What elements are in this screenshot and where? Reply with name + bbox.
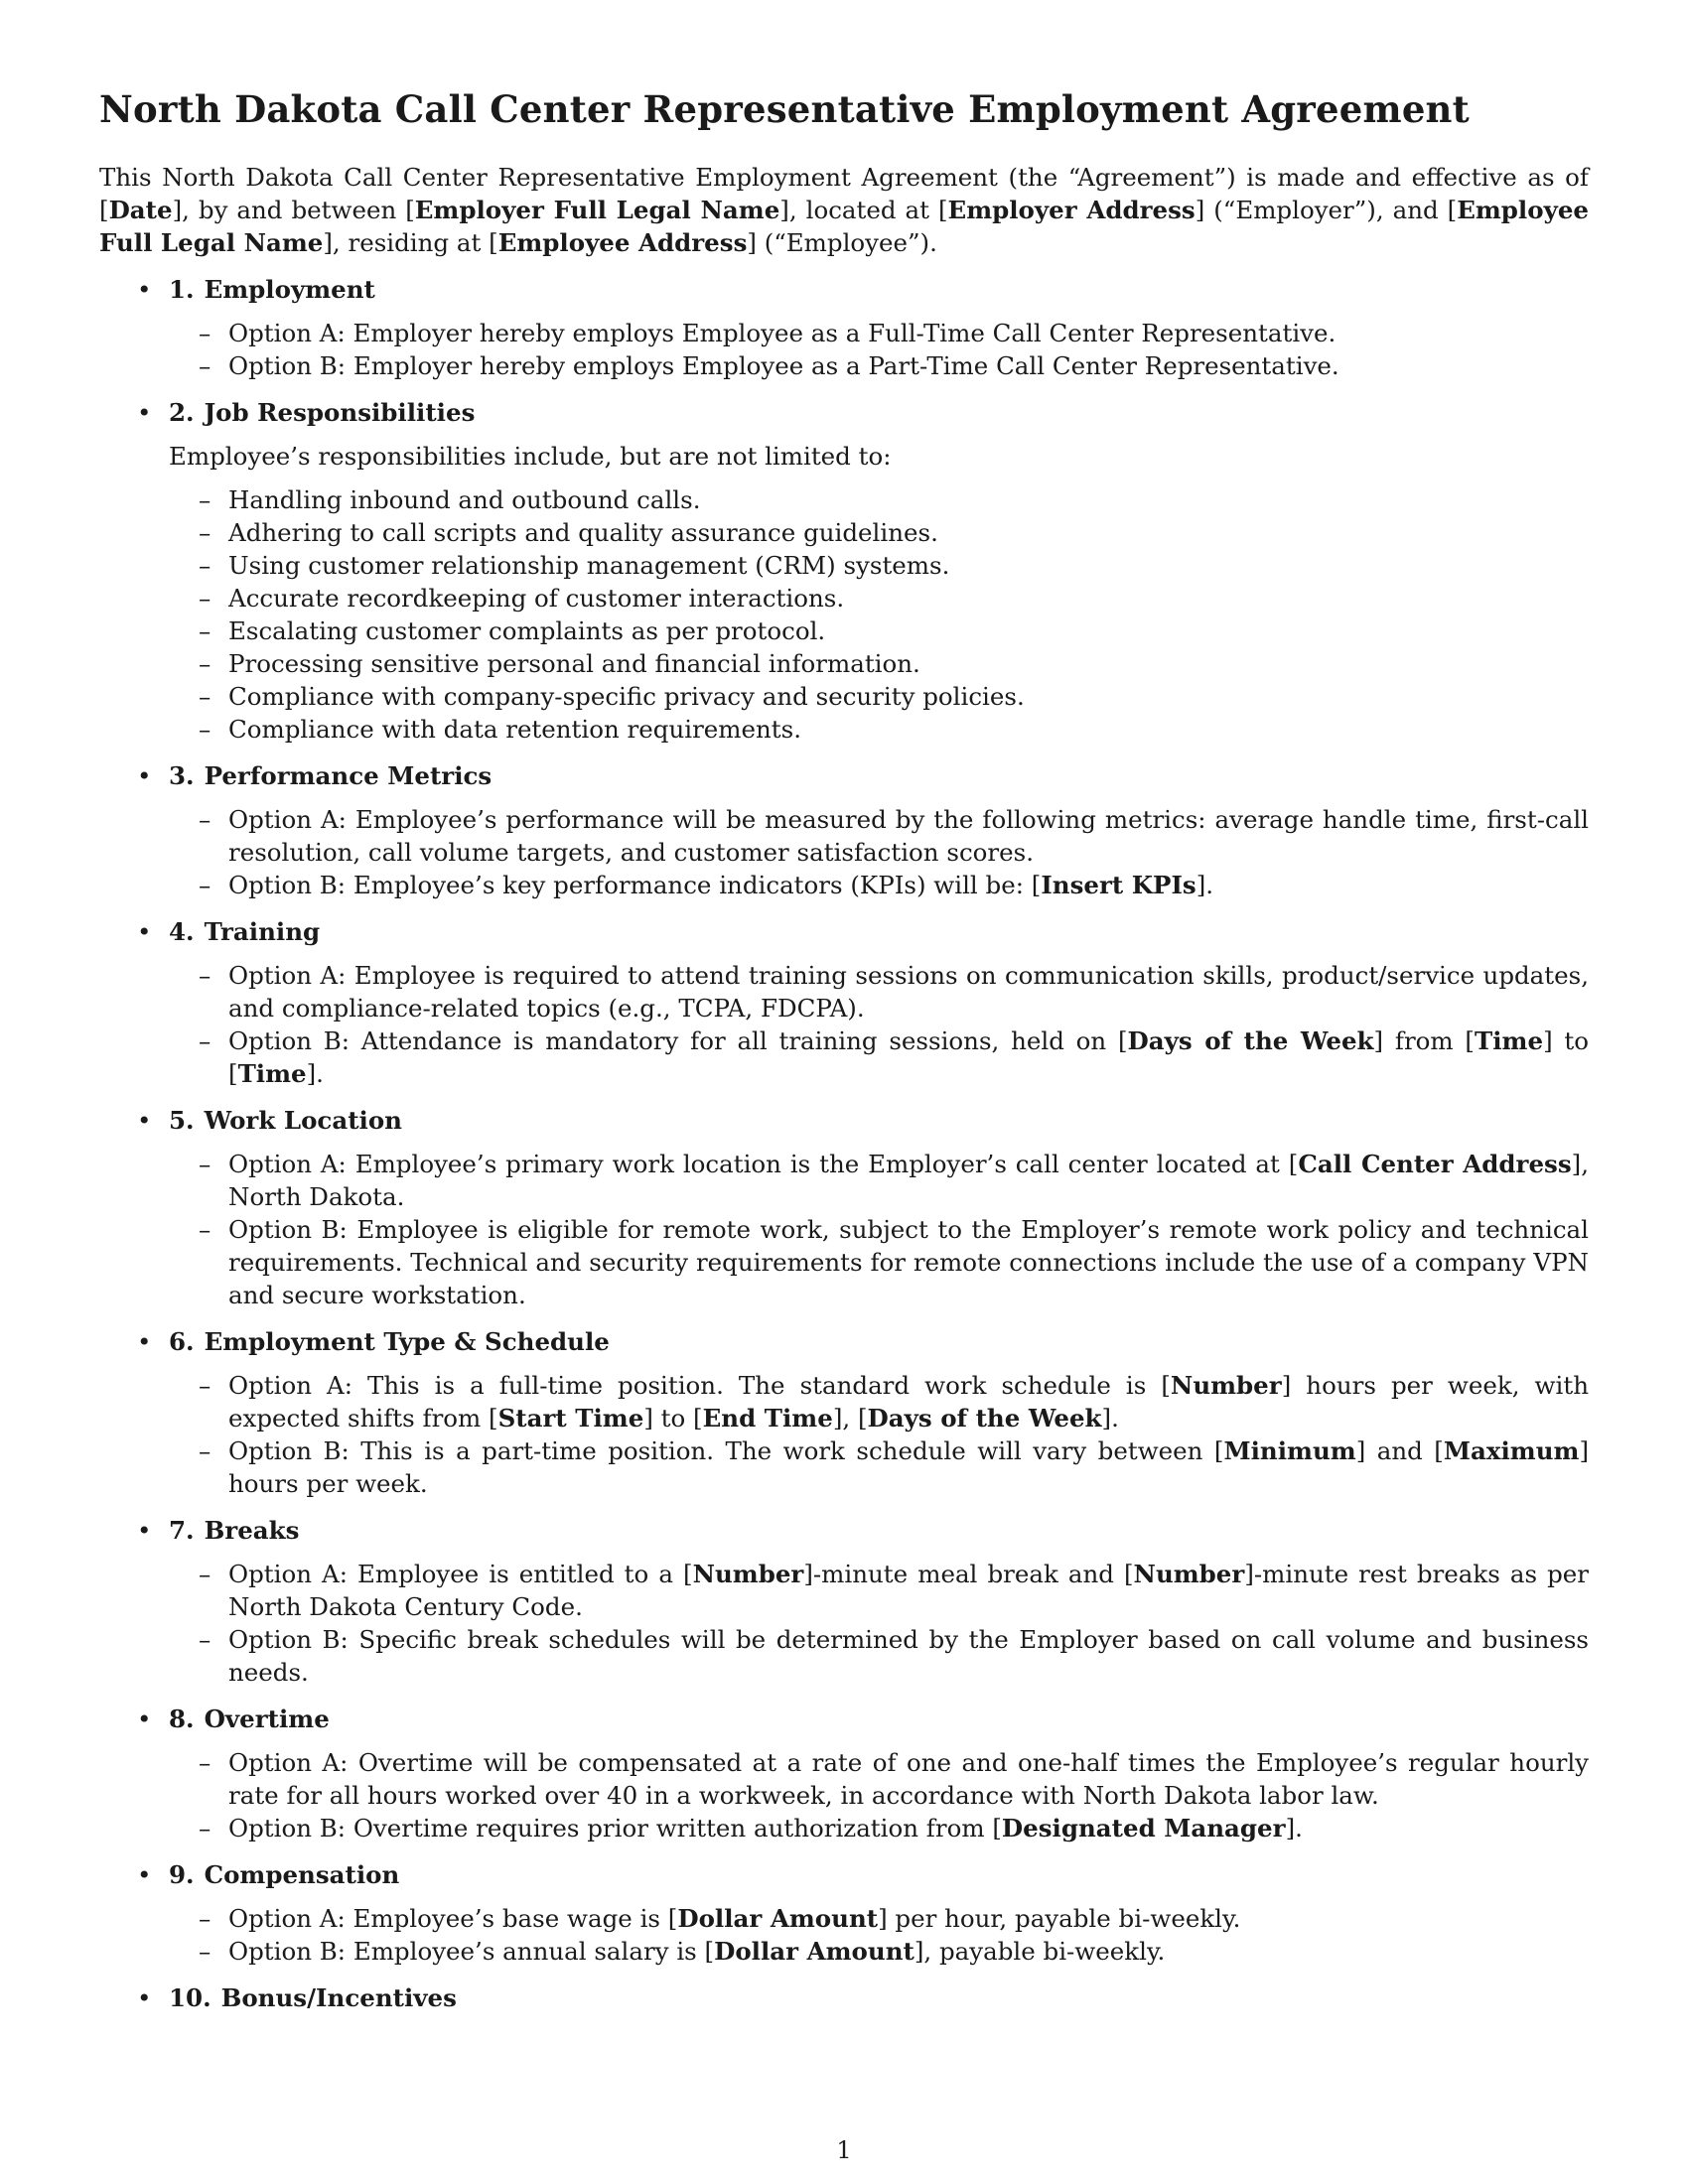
- section-heading: • 6. Employment Type & Schedule: [169, 1327, 610, 1356]
- placeholder-employer-address: Employer Address: [947, 196, 1196, 224]
- options-list: [169, 1558, 1589, 1689]
- section-employment: [99, 273, 1589, 382]
- section-heading: • 8. Overtime: [169, 1705, 330, 1733]
- options-list: [169, 1902, 1589, 1968]
- option-b: – Option B: Overtime requires prior written authorization from [Designated Manager].: [169, 1812, 1589, 1844]
- section-heading: • 2. Job Responsibilities: [169, 398, 476, 427]
- placeholder-employer-name: Employer Full Legal Name: [414, 196, 780, 224]
- section-overtime: [99, 1703, 1589, 1844]
- list-item: – Using customer relationship management (CRM) systems.: [169, 549, 1589, 582]
- section-job-responsibilities: [99, 396, 1589, 746]
- option-a: – Option A: Employee’s base wage is [Dollar Amount] per hour, payable bi-weekly.: [169, 1902, 1589, 1935]
- list-item: – Compliance with data retention requirements.: [169, 713, 1589, 746]
- list-item: – Adhering to call scripts and quality assurance guidelines.: [169, 516, 1589, 549]
- placeholder-employee-name: Employee Full Legal Name: [99, 196, 1589, 257]
- option-b: – Option B: Specific break schedules will be determined by the Employer based on call volume and business needs.: [169, 1623, 1589, 1689]
- section-intro: Employee’s responsibilities include, but are not limited to:: [169, 442, 892, 471]
- option-b: – Option B: Employer hereby employs Employee as a Part-Time Call Center Representative.: [169, 349, 1589, 382]
- section-compensation: [99, 1858, 1589, 1968]
- section-employment-type-schedule: [99, 1325, 1589, 1500]
- section-heading: • 3. Performance Metrics: [169, 761, 492, 790]
- option-a: – Option A: Employee’s primary work location is the Employer’s call center located at [Call Center Address], North Dakota.: [169, 1148, 1589, 1213]
- section-training: [99, 915, 1589, 1090]
- list-item: – Escalating customer complaints as per protocol.: [169, 614, 1589, 647]
- responsibilities-list: [169, 483, 1589, 746]
- section-heading: • 5. Work Location: [169, 1106, 402, 1135]
- option-b: – Option B: Attendance is mandatory for all training sessions, held on [Days of the Week] from [Time] to [Time].: [169, 1024, 1589, 1090]
- page-title: North Dakota Call Center Representative Employment Agreement: [99, 87, 1470, 131]
- list-item: – Accurate recordkeeping of customer interactions.: [169, 582, 1589, 614]
- section-work-location: [99, 1104, 1589, 1311]
- options-list: [169, 1746, 1589, 1844]
- option-b: – Option B: Employee’s key performance indicators (KPIs) will be: [Insert KPIs].: [169, 869, 1589, 901]
- list-item: – Processing sensitive personal and financial information.: [169, 647, 1589, 680]
- options-list: [169, 317, 1589, 382]
- section-heading: • 4. Training: [169, 917, 321, 946]
- option-a: – Option A: Employer hereby employs Employee as a Full-Time Call Center Representative.: [169, 317, 1589, 349]
- option-a: – Option A: Employee is entitled to a [Number]-minute meal break and [Number]-minute rest breaks as per North Dakota Century Code.: [169, 1558, 1589, 1623]
- list-item: – Handling inbound and outbound calls.: [169, 483, 1589, 516]
- page-number: 1: [836, 2136, 852, 2164]
- option-a: – Option A: Employee is required to attend training sessions on communication skills, product/service updates, and compliance-related topics (e.g., TCPA, FDCPA).: [169, 959, 1589, 1024]
- placeholder-employee-address: Employee Address: [497, 228, 748, 257]
- section-heading: • 7. Breaks: [169, 1516, 300, 1545]
- list-item: – Compliance with company-specific privacy and security policies.: [169, 680, 1589, 713]
- options-list: [169, 1148, 1589, 1311]
- options-list: [169, 959, 1589, 1090]
- section-heading: • 1. Employment: [169, 275, 375, 304]
- option-b: – Option B: This is a part-time position. The work schedule will vary between [Minimum] and [Maximum] hours per week.: [169, 1434, 1589, 1500]
- options-list: [169, 1369, 1589, 1500]
- section-heading: • 9. Compensation: [169, 1860, 400, 1889]
- option-a: – Option A: This is a full-time position. The standard work schedule is [Number] hours per week, with expected shifts from [Start Time] to [End Time], [Days of the Week].: [169, 1369, 1589, 1434]
- option-a: – Option A: Overtime will be compensated at a rate of one and one-half times the Employee’s regular hourly rate for all hours worked over 40 in a workweek, in accordance with North Dakota labor law.: [169, 1746, 1589, 1812]
- options-list: [169, 803, 1589, 901]
- sections-list: [99, 273, 1589, 2014]
- placeholder-date: Date: [108, 196, 173, 224]
- intro-paragraph: This North Dakota Call Center Representative Employment Agreement (the “Agreement”) is made and effective as of [Date], by and between [Employer Full Legal Name], located at [Employer Address] (“Employer”), and [Employee Full Legal Name], residing at [Employee Address] (“Employee”).: [99, 163, 1589, 257]
- section-bonus-incentives: [99, 1981, 1589, 2014]
- option-b: – Option B: Employee is eligible for remote work, subject to the Employer’s remote work policy and technical requirements. Technical and security requirements for remote connections include the use of a company VPN and secure workstation.: [169, 1213, 1589, 1311]
- option-b: – Option B: Employee’s annual salary is [Dollar Amount], payable bi-weekly.: [169, 1935, 1589, 1968]
- section-performance-metrics: [99, 759, 1589, 901]
- document-page: [99, 87, 1589, 2028]
- section-breaks: [99, 1514, 1589, 1689]
- option-a: – Option A: Employee’s performance will be measured by the following metrics: average handle time, first-call resolution, call volume targets, and customer satisfaction scores.: [169, 803, 1589, 869]
- section-heading: • 10. Bonus/Incentives: [169, 1983, 457, 2012]
